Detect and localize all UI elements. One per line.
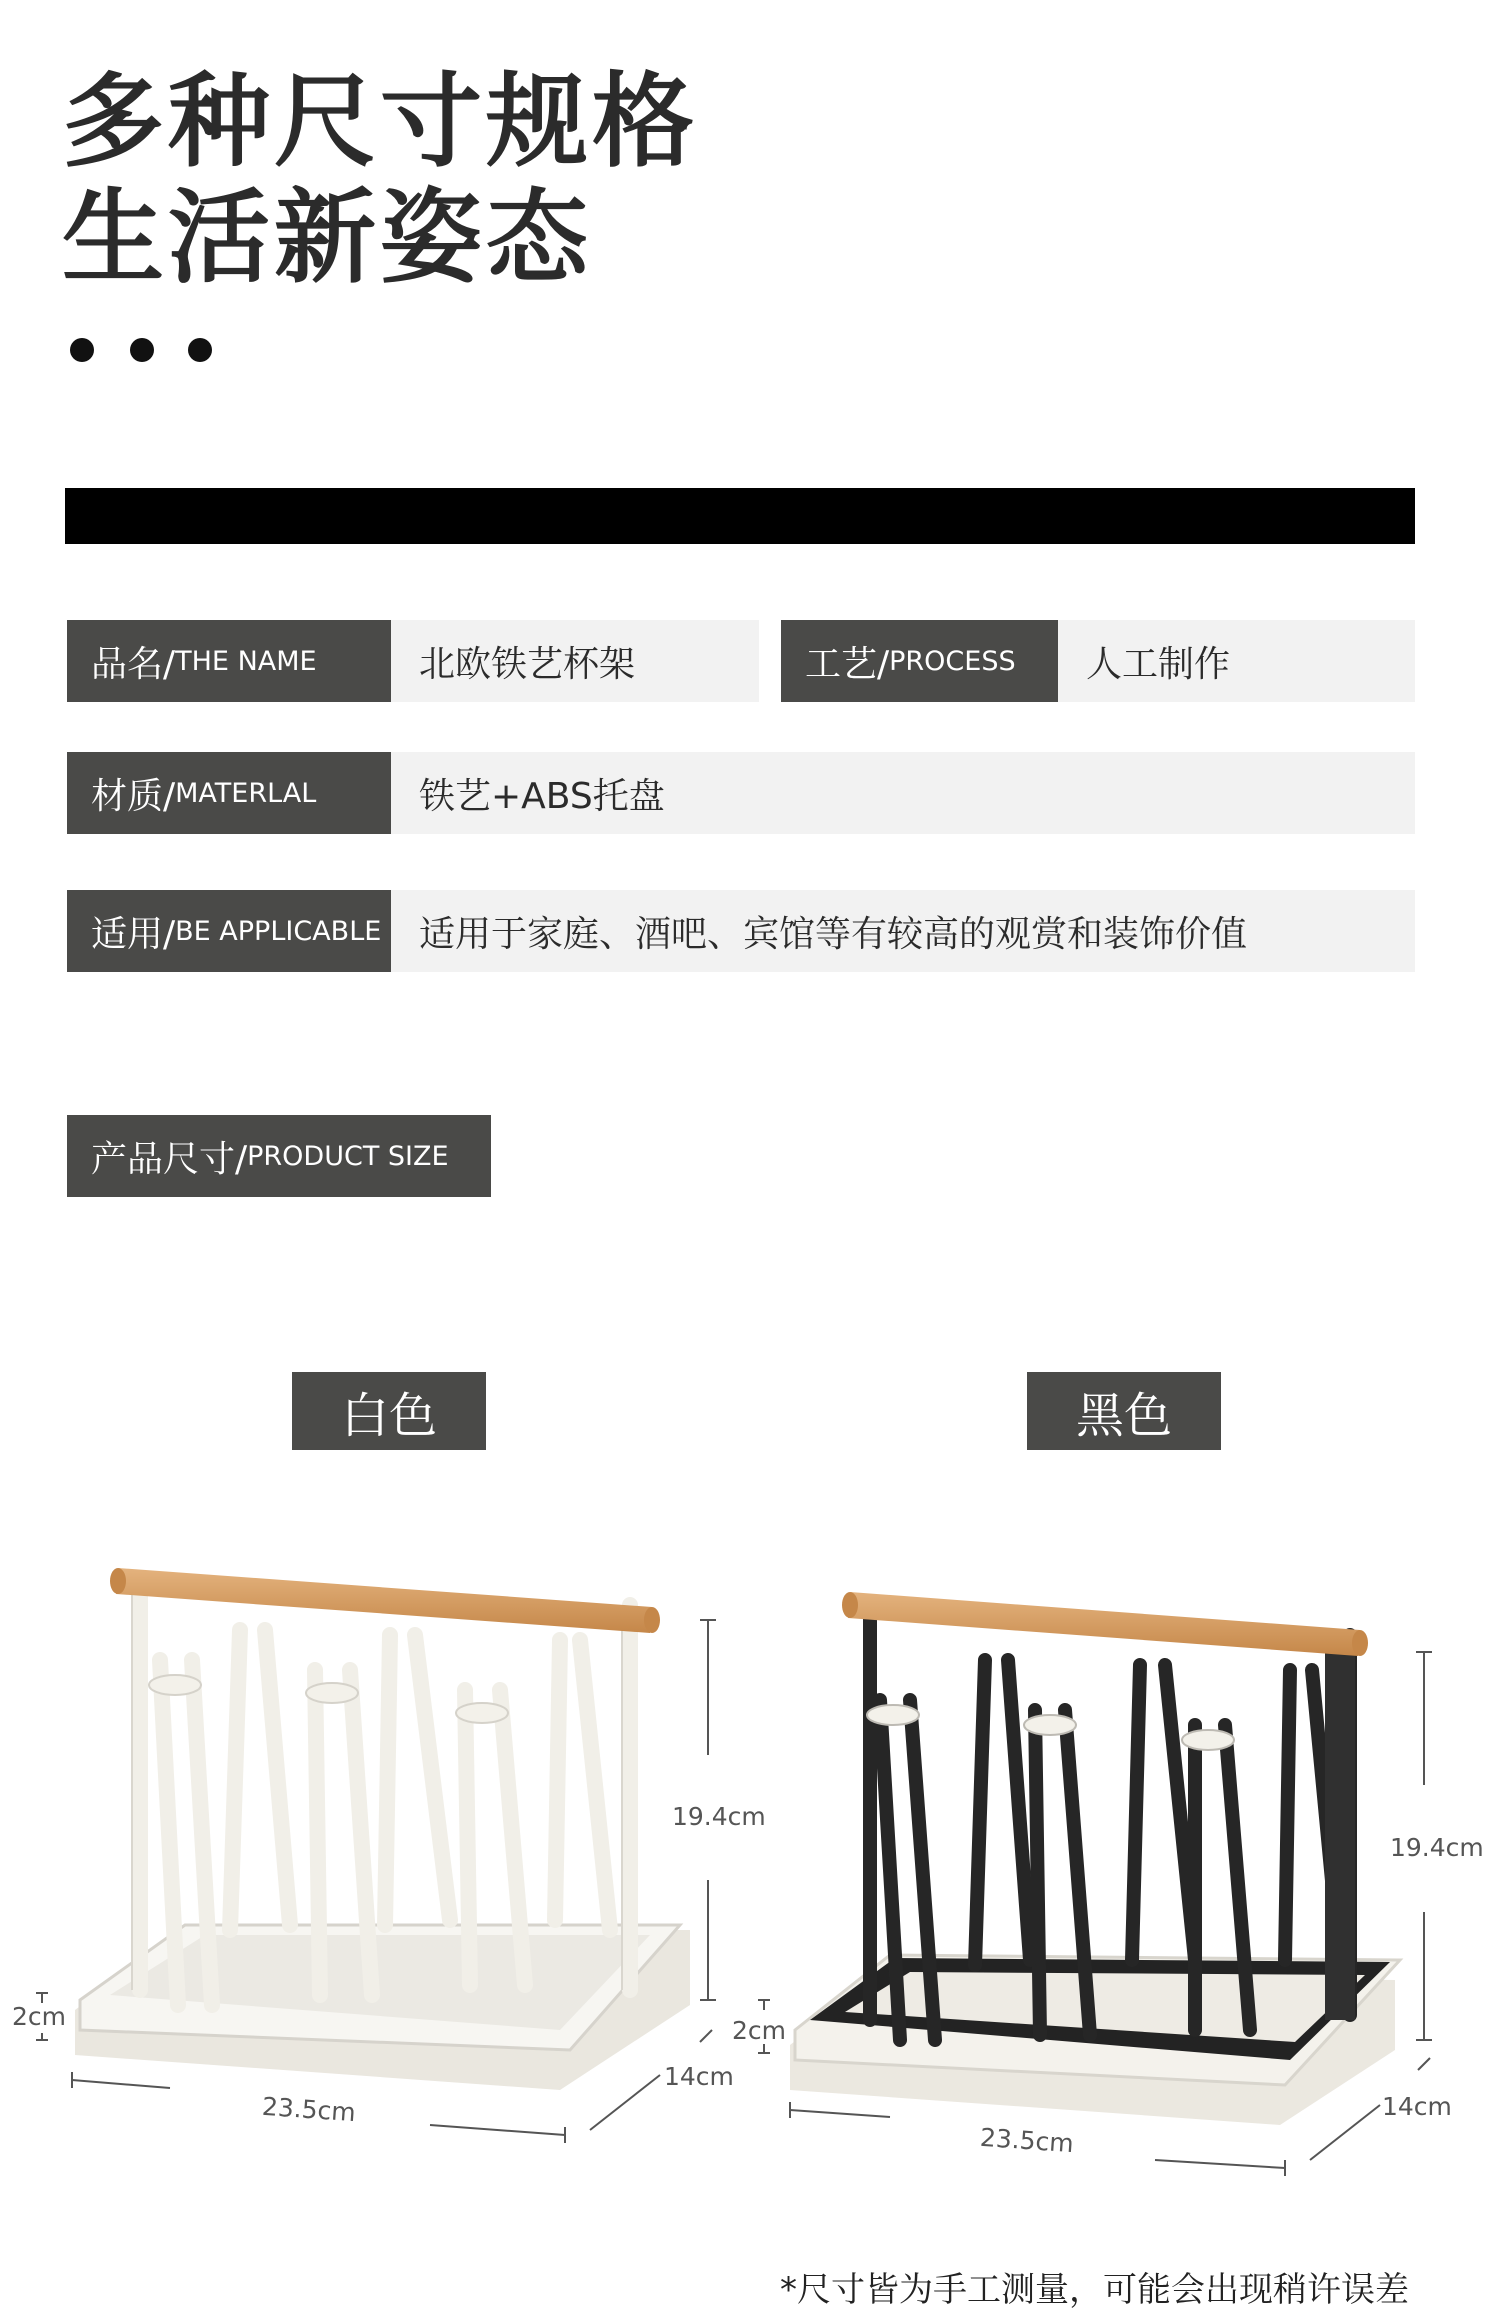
- spec-label-en: THE NAME: [175, 645, 317, 677]
- spec-label-en: PRODUCT SIZE: [247, 1140, 449, 1172]
- white-depth-label: 14cm: [664, 2062, 734, 2091]
- black-rack-side-post: [1325, 1630, 1355, 2020]
- spec-label-zh: 工艺/: [805, 643, 890, 685]
- black-width-label: 23.5cm: [979, 2122, 1075, 2159]
- variant-tag-white: 白色: [292, 1372, 486, 1450]
- spec-label-zh: 适用/: [91, 913, 176, 955]
- black-depth-label: 14cm: [1382, 2092, 1452, 2121]
- spec-label-en: BE APPLICABLE: [175, 915, 382, 947]
- spec-label-en: PROCESS: [889, 645, 1016, 677]
- headline-line-2: 生活新姿态: [62, 179, 592, 298]
- spec-label-zh: 品名/: [91, 643, 176, 685]
- white-cup-rack-image: [36, 1568, 716, 2143]
- black-cup-holder-pad: [1182, 1730, 1234, 1750]
- headline-line-1: 多种尺寸规格: [62, 63, 698, 182]
- white-height-label: 19.4cm: [672, 1802, 766, 1831]
- spec-value-name: 北欧铁艺杯架: [391, 620, 759, 702]
- spec-label-en: MATERLAL: [175, 777, 317, 809]
- variant-tag-black: 黑色: [1027, 1372, 1221, 1450]
- white-cup-holder-pad: [456, 1703, 508, 1723]
- black-cup-holder-pad: [1024, 1715, 1076, 1735]
- handle-end: [842, 1592, 858, 1618]
- black-height-label: 19.4cm: [1390, 1833, 1484, 1862]
- handle-end: [1352, 1630, 1368, 1656]
- white-width-label: 23.5cm: [261, 2091, 357, 2128]
- spec-value-process: 人工制作: [1058, 620, 1415, 702]
- spec-value-applicable: 适用于家庭、酒吧、宾馆等有较高的观赏和装饰价值: [391, 890, 1415, 972]
- measurement-footnote: *尺寸皆为手工测量，可能会出现稍许误差: [780, 2270, 1409, 2310]
- black-cup-rack-image: [758, 1592, 1432, 2176]
- black-tray-height-label: 2cm: [732, 2016, 787, 2045]
- black-cup-holder-pad: [867, 1705, 919, 1725]
- handle-end: [110, 1568, 126, 1594]
- white-cup-holder-pad: [306, 1683, 358, 1703]
- white-cup-holder-pad: [149, 1675, 201, 1695]
- spec-label-zh: 产品尺寸/: [91, 1138, 248, 1180]
- white-rack-wood-handle: [116, 1568, 652, 1633]
- handle-end: [644, 1607, 660, 1633]
- spec-value-material: 铁艺+ABS托盘: [391, 752, 1415, 834]
- black-rack-wood-handle: [848, 1592, 1360, 1656]
- spec-label-zh: 材质/: [91, 775, 176, 817]
- white-tray-height-label: 2cm: [12, 2002, 67, 2031]
